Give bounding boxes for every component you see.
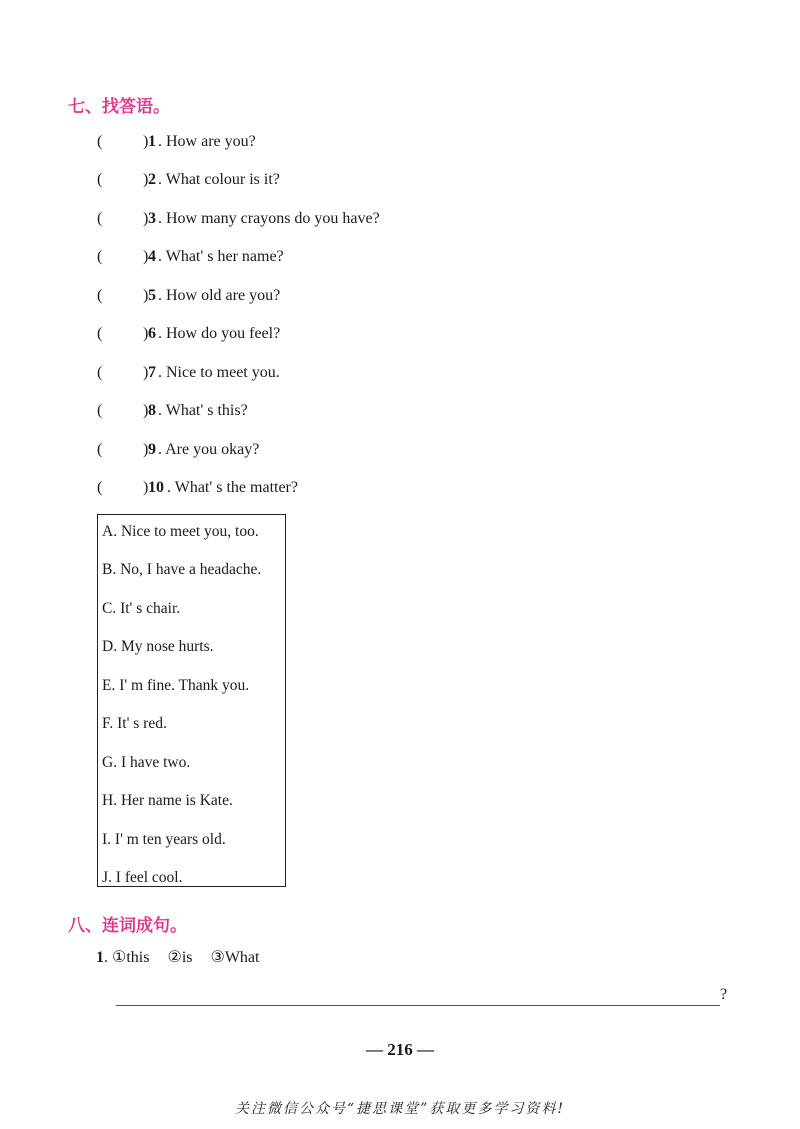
answer-blank-close: ) [143, 402, 149, 419]
answer-blank-open[interactable]: ( [97, 441, 103, 458]
section-7-title: 七、找答语。 [68, 97, 170, 117]
answer-line[interactable] [116, 1005, 720, 1006]
answer-blank-open[interactable]: ( [97, 210, 103, 227]
question-text: . What' s the matter? [167, 479, 298, 496]
answer-blank-close: ) [143, 479, 149, 496]
answer-option-a: A. Nice to meet you, too. [102, 523, 259, 540]
question-number: 8 [148, 402, 156, 419]
question-number: 1 [96, 949, 104, 966]
question-number: 5 [148, 287, 156, 304]
answer-option-b: B. No, I have a headache. [102, 561, 262, 578]
question-number: 7 [148, 364, 156, 381]
question-text: . Are you okay? [158, 441, 260, 458]
answer-option-f: F. It' s red. [102, 715, 167, 732]
answer-options-box [97, 514, 286, 887]
question-text: . What' s her name? [158, 248, 284, 265]
question-number: 4 [148, 248, 156, 265]
answer-blank-open[interactable]: ( [97, 479, 103, 496]
answer-end-mark: ? [720, 986, 728, 1003]
word-1: ①this [112, 949, 150, 966]
question-number: 3 [148, 210, 156, 227]
answer-option-d: D. My nose hurts. [102, 638, 214, 655]
section-8-title: 八、连词成句。 [68, 916, 187, 936]
question-text: . How old are you? [158, 287, 281, 304]
question-text: . How do you feel? [158, 325, 281, 342]
answer-blank-close: ) [143, 441, 149, 458]
question-text: . How are you? [158, 133, 256, 150]
answer-blank-open[interactable]: ( [97, 325, 103, 342]
answer-blank-open[interactable]: ( [97, 287, 103, 304]
answer-option-c: C. It' s chair. [102, 600, 181, 617]
answer-blank-close: ) [143, 171, 149, 188]
answer-blank-close: ) [143, 325, 149, 342]
word-3: ③What [210, 949, 260, 966]
answer-blank-close: ) [143, 287, 149, 304]
question-text: . What' s this? [158, 402, 248, 419]
footer-note: 关注微信公众号“捷思课堂”获取更多学习资料! [235, 1101, 565, 1117]
answer-option-h: H. Her name is Kate. [102, 792, 233, 809]
word-2: ②is [167, 949, 193, 966]
answer-blank-open[interactable]: ( [97, 248, 103, 265]
question-number: 10 [148, 479, 164, 496]
question-text: . How many crayons do you have? [158, 210, 380, 227]
sentence-question-1 [96, 946, 273, 970]
answer-blank-close: ) [143, 248, 149, 265]
answer-option-j: J. I feel cool. [102, 869, 183, 886]
question-number: 9 [148, 441, 156, 458]
page-number: — 216 — [366, 1040, 434, 1059]
answer-blank-open[interactable]: ( [97, 171, 103, 188]
answer-blank-close: ) [143, 133, 149, 150]
answer-option-g: G. I have two. [102, 754, 191, 771]
question-number: 6 [148, 325, 156, 342]
answer-option-i: I. I' m ten years old. [102, 831, 226, 848]
question-number: 2 [148, 171, 156, 188]
question-number-dot: . [104, 949, 108, 966]
question-number: 1 [148, 133, 156, 150]
answer-blank-close: ) [143, 364, 149, 381]
answer-blank-open[interactable]: ( [97, 364, 103, 381]
answer-blank-open[interactable]: ( [97, 133, 103, 150]
answer-option-e: E. I' m fine. Thank you. [102, 677, 250, 694]
answer-blank-close: ) [143, 210, 149, 227]
answer-blank-open[interactable]: ( [97, 402, 103, 419]
question-text: . What colour is it? [158, 171, 280, 188]
question-text: . Nice to meet you. [158, 364, 280, 381]
